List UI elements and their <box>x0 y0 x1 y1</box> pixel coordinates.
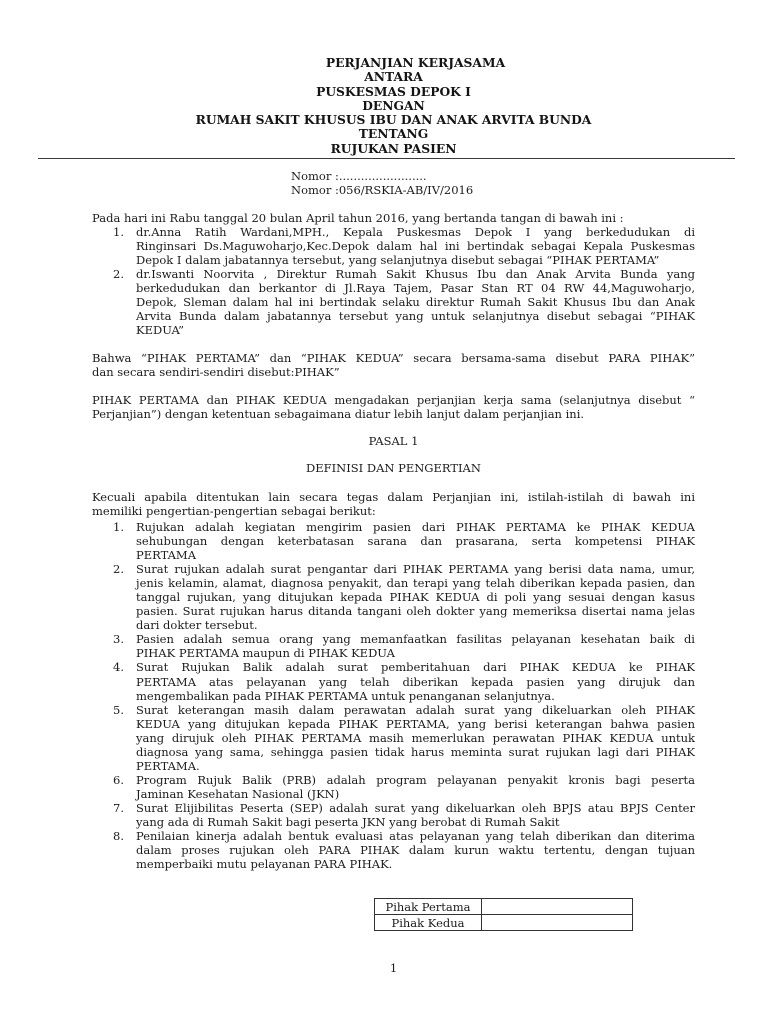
text-line: diagnosa yang sama, sehingga pasien tidak harus meminta surat rujukan lagi dari PIHAK <box>136 744 695 759</box>
text-line: Rujukan adalah kegiatan mengirim pasien dari PIHAK PERTAMA ke PIHAK KEDUA <box>136 520 695 534</box>
text-line: Program Rujuk Balik (PRB) adalah program pelayanan penyakit kronis bagi peserta <box>136 772 695 787</box>
section-heading: PASAL 1 <box>368 434 419 448</box>
opening-section <box>92 211 695 337</box>
agreement-paragraph <box>92 393 695 421</box>
text-line: Kecuali apabila ditentukan lain secara tegas dalam Perjanjian ini, istilah-istilah di bawah ini <box>92 490 695 504</box>
title-line: DENGAN <box>362 97 425 113</box>
document-number-line: Nomor :056/RSKIA-AB/IV/2016 <box>291 183 474 197</box>
definition-item-3 <box>92 632 695 660</box>
text-line: PIHAK PERTAMA dan PIHAK KEDUA mengadakan perjanjian kerja sama (selanjutnya disebut “ <box>92 393 695 407</box>
signature-label-pihak-kedua: Pihak Kedua <box>375 915 482 931</box>
text-line: Surat Rujukan Balik adalah surat pemberitahuan dari PIHAK KEDUA ke PIHAK <box>136 660 695 675</box>
title-line: ANTARA <box>364 69 423 85</box>
definition-item-1 <box>92 520 695 562</box>
table-row <box>375 899 633 915</box>
list-number: 4. <box>113 660 124 675</box>
definition-item-4 <box>92 660 695 702</box>
text-line: dari dokter tersebut. <box>136 618 258 633</box>
title-line: RUMAH SAKIT KHUSUS IBU DAN ANAK ARVITA BUNDA <box>195 112 592 128</box>
list-number: 1. <box>113 225 124 239</box>
text-line: Penilaian kinerja adalah bentuk evaluasi atas pelayanan yang telah diberikan dan diterima <box>136 829 695 844</box>
list-number: 1. <box>113 520 124 534</box>
definition-item-7 <box>92 801 695 829</box>
document-number-block <box>291 169 473 197</box>
text-line: sehubungan dengan keterbatasan sarana dan prasarana, serta kompetensi PIHAK <box>136 534 695 549</box>
list-number: 3. <box>113 632 124 647</box>
text-line: Surat rujukan adalah surat pengantar dari PIHAK PERTAMA yang berisi data nama, umur, <box>136 562 695 577</box>
title-line: PERJANJIAN KERJASAMA <box>325 55 506 70</box>
text-line: Jaminan Kesehatan Nasional (JKN) <box>136 786 340 801</box>
document-title <box>92 56 695 156</box>
signature-table <box>374 898 633 931</box>
signature-label-pihak-pertama: Pihak Pertama <box>375 899 482 915</box>
text-line: jenis kelamin, alamat, diagnosa penyakit, dan terapi yang telah diberikan kepada pasien, dan <box>136 576 695 591</box>
document-number-line: Nomor :........................ <box>291 169 427 183</box>
text-line: pasien. Surat rujukan harus ditanda tangani oleh dokter yang memeriksa disertai nama jelas <box>136 604 695 619</box>
text-line: dr.Anna Ratih Wardani,MPH., Kepala Puskesmas Depok I yang berkedudukan di <box>136 225 695 239</box>
definitions-list <box>92 520 695 871</box>
title-line: RUJUKAN PASIEN <box>330 140 457 156</box>
text-line: mengembalikan pada PIHAK PERTAMA untuk penanganan selanjutnya. <box>136 688 555 703</box>
text-line: Pasien adalah semua orang yang memanfaatkan fasilitas pelayanan kesehatan baik di <box>136 632 695 647</box>
text-line: Ringinsari Ds.Maguwoharjo,Kec.Depok dalam hal ini bertindak sebagai Kepala Puskesmas <box>136 239 695 253</box>
party-item-2 <box>92 267 695 337</box>
text-line: Arvita Bunda dalam jabatannya tersebut yang untuk selanjutnya disebut sebagai “PIHAK <box>136 309 695 323</box>
definition-item-6 <box>92 773 695 801</box>
text-line: yang ada di Rumah Sakit bagi peserta JKN yang berobat di Rumah Sakit <box>136 814 560 829</box>
text-line: dalam proses rujukan oleh PARA PIHAK dalam kurun waktu tertentu, dengan tujuan <box>136 843 695 858</box>
text-line: yang dirujuk oleh PIHAK PERTAMA masih memerlukan perawatan PIHAK KEDUA untuk <box>136 730 695 745</box>
text-line: Perjanjian”) dengan ketentuan sebagaimana diatur lebih lanjut dalam perjanjian ini. <box>92 407 585 421</box>
signature-cell-pihak-pertama <box>482 899 633 915</box>
text-line: dr.Iswanti Noorvita , Direktur Rumah Sakit Khusus Ibu dan Anak Arvita Bunda yang <box>136 267 695 281</box>
text-line: Surat keterangan masih dalam perawatan adalah surat yang dikeluarkan oleh PIHAK <box>136 702 695 717</box>
text-line: Depok, Sleman dalam hal ini bertindak selaku direktur Rumah Sakit Khusus Ibu dan Anak <box>136 295 695 309</box>
signature-cell-pihak-kedua <box>482 915 633 931</box>
list-number: 5. <box>113 702 124 717</box>
text-line: Depok I dalam jabatannya tersebut, yang selanjutnya disebut sebagai “PIHAK PERTAMA” <box>136 253 660 267</box>
title-divider <box>38 158 735 159</box>
text-line: berkedudukan dan berkantor di Jl.Raya Tajem, Pasar Stan RT 04 RW 44,Maguwoharjo, <box>136 281 695 295</box>
title-line: PUSKESMAS DEPOK I <box>316 83 471 99</box>
list-number: 7. <box>113 800 124 815</box>
text-line: tanggal rujukan, yang ditujukan kepada PIHAK KEDUA di poli yang sesuai dengan kasus <box>136 590 695 605</box>
list-number: 8. <box>113 829 124 844</box>
list-number: 2. <box>113 562 124 577</box>
text-line: PERTAMA <box>136 548 197 563</box>
party-item-1 <box>92 225 695 267</box>
definition-item-2 <box>92 562 695 632</box>
table-row <box>375 915 633 931</box>
text-line: PERTAMA. <box>136 758 200 773</box>
text-line: memperbaiki mutu pelayanan PARA PIHAK. <box>136 857 393 872</box>
definition-item-5 <box>92 703 695 773</box>
text-line: PIHAK PERTAMA maupun di PIHAK KEDUA <box>136 646 395 661</box>
definition-item-8 <box>92 829 695 871</box>
section-subheading: DEFINISI DAN PENGERTIAN <box>306 461 481 475</box>
text-line: PERTAMA atas pelayanan yang telah diberikan kepada pasien yang dirujuk dan <box>136 674 695 689</box>
text-line: KEDUA” <box>136 323 185 337</box>
text-line: KEDUA yang ditujukan kepada PIHAK PERTAMA, yang berisi keterangan bahwa pasien <box>136 716 695 731</box>
para-pihak-paragraph <box>92 351 695 379</box>
opening-intro: Pada hari ini Rabu tanggal 20 bulan April tahun 2016, yang bertanda tangan di bawah ini : <box>92 211 624 225</box>
list-number: 2. <box>113 267 124 281</box>
text-line: Bahwa “PIHAK PERTAMA” dan “PIHAK KEDUA” secara bersama-sama disebut PARA PIHAK” <box>92 351 695 365</box>
text-line: Surat Elijibilitas Peserta (SEP) adalah surat yang dikeluarkan oleh BPJS atau BPJS Center <box>136 800 695 815</box>
text-line: memiliki pengertian-pengertian sebagai berikut: <box>92 504 376 518</box>
definitions-intro <box>92 490 695 518</box>
text-line: dan secara sendiri-sendiri disebut:PIHAK” <box>92 365 340 379</box>
title-line: TENTANG <box>358 126 429 142</box>
page-number: 1 <box>389 961 398 975</box>
list-number: 6. <box>113 772 124 787</box>
